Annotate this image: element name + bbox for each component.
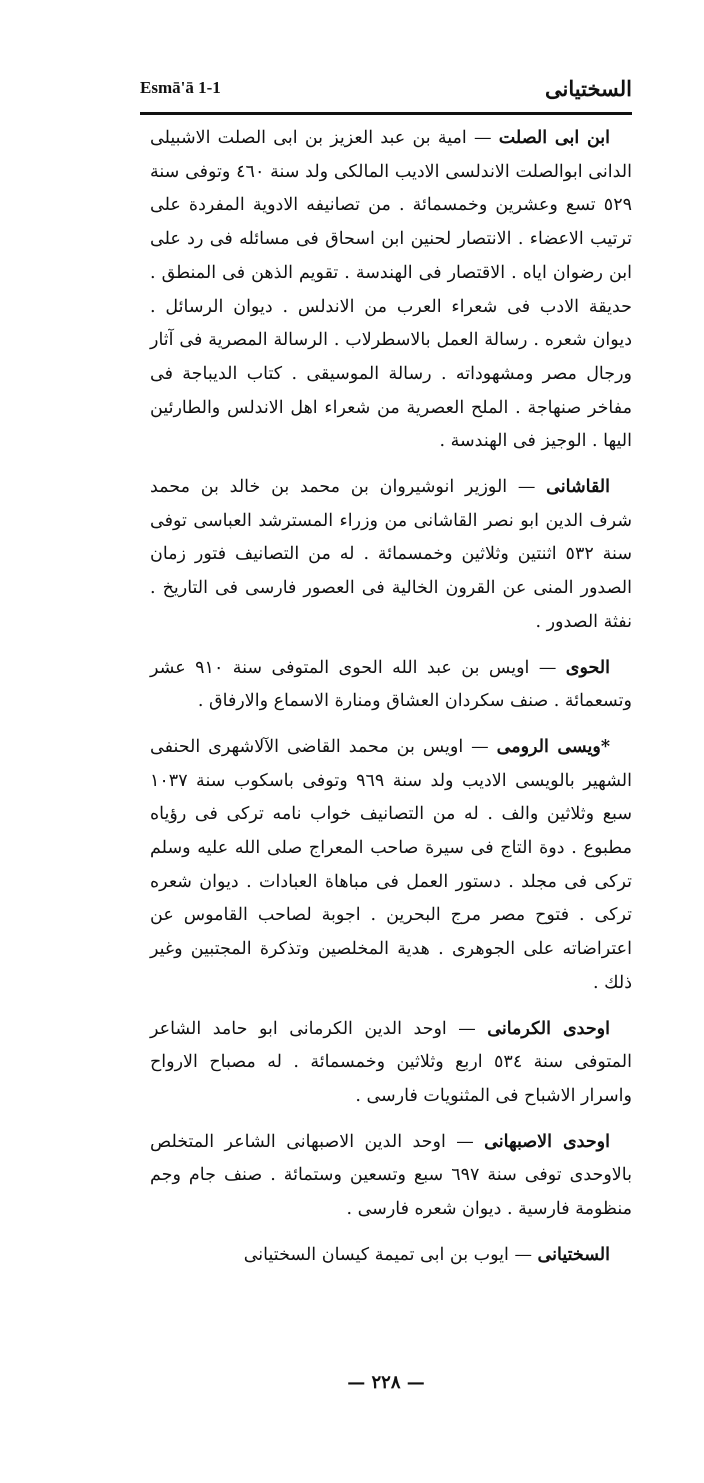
entry-text: — اوحد الدين الاصبهانى الشاعر المتخلص بالاوحدى توفى سنة ٦٩٧ سبع وتسعين وستمائة . صنف جام وجم منظومة فارسية . ديوان شعره فارسى .	[150, 1131, 632, 1220]
entry-title: *ويسى الرومى	[496, 736, 610, 757]
entry-al-sikhtiyani	[150, 1239, 632, 1273]
entry-title: الحوى	[565, 657, 610, 678]
entry-ibn-abi-al-salt	[150, 122, 632, 459]
entry-text: — اوحد الدين الكرمانى ابو حامد الشاعر المتوفى سنة ٥٣٤ اربع وثلاثين وخمسمائة . له مصباح الارواح واسرار الاشباح فى المثنويات فارسى .	[150, 1018, 632, 1106]
entry-awhadi-al-isbahani	[150, 1126, 632, 1227]
entry-text: — اويس بن عبد الله الحوى المتوفى سنة ٩١٠ عشر وتسعمائة . صنف سكردان العشاق ومنارة الاسماع والارفاق .	[150, 657, 632, 712]
entry-al-qashani	[150, 471, 632, 640]
page-body	[150, 122, 632, 1285]
entry-title: اوحدى الاصبهانى	[484, 1131, 610, 1152]
entry-text: — اويس بن محمد القاضى الآلاشهرى الحنفى الشهير بالويسى الاديب ولد سنة ٩٦٩ وتوفى باسكوب سنة ١٠٣٧ سبع وثلاثين والف . له من التصانيف خواب نامه تركى فى رؤياه مطبوع . دوة التاج فى سيرة صاحب المعراج صلى الله عليه وسلم تركى فى مجلد . دستور العمل فى مباهاة العبادات . ديوان شعره تركى . فتوح مصر مرج البحرين . اجوبة لصاحب القاموس عن اعتراضاته على الجوهرى . هدية المخلصين وتذكرة المجتبين وغير ذلك .	[150, 736, 632, 993]
header-rule	[140, 112, 632, 115]
entry-awhadi-al-kirmani	[150, 1013, 632, 1114]
entry-title: ابن ابى الصلت	[498, 128, 610, 148]
entry-text: — الوزير انوشيروان بن محمد بن خالد بن محمد شرف الدين ابو نصر القاشانى من وزراء المسترشد العباسى توفى سنة ٥٣٢ اثنتين وثلاثين وخمسمائة . له من التصانيف فتور زمان الصدور المنى عن القرون الخالية فى العصور فارسى فى التاريخ . نفثة الصدور .	[150, 477, 633, 632]
entry-text: — امية بن عبد العزيز بن ابى الصلت الاشبيلى الدانى ابوالصلت الاندلسى الاديب المالكى ولد سنة ٤٦٠ وتوفى سنة ٥٢٩ تسع وعشرين وخمسمائة . من تصانيفه الادوية المفردة على ترتيب الاعضاء . الانتصار لحنين ابن اسحاق فى مسائله فى رد على ابن رضوان اياه . الاقتصار فى الهندسة . تقويم الذهن فى المنطق . حديقة الادب فى شعراء العرب من الاندلس . ديوان الرسائل . ديوان شعره . رسالة العمل بالاسطرلاب . الرسالة المصرية فى آثار ورجال مصر ومشهوداته . رسالة الموسيقى . كتاب الديباجة فى مفاخر صنهاجة . الملح العصرية من شعراء اهل الاندلس والطارئين اليها . الوجيز فى الهندسة .	[150, 128, 633, 452]
page-number: — ٢٢٨ —	[347, 1372, 425, 1393]
entry-waysi-al-rumi	[150, 731, 632, 1001]
entry-al-hawi	[150, 652, 632, 719]
entry-title: السختيانى	[537, 1244, 610, 1265]
running-header	[140, 72, 632, 108]
entry-title: اوحدى الكرمانى	[487, 1018, 610, 1039]
entry-title: القاشانى	[546, 477, 610, 498]
running-head-code: Esmā'ā 1-1	[140, 78, 221, 97]
entry-text: — ايوب بن ابى تميمة كيسان السختيانى	[243, 1244, 538, 1265]
running-head-title: السختيانى	[545, 76, 632, 101]
